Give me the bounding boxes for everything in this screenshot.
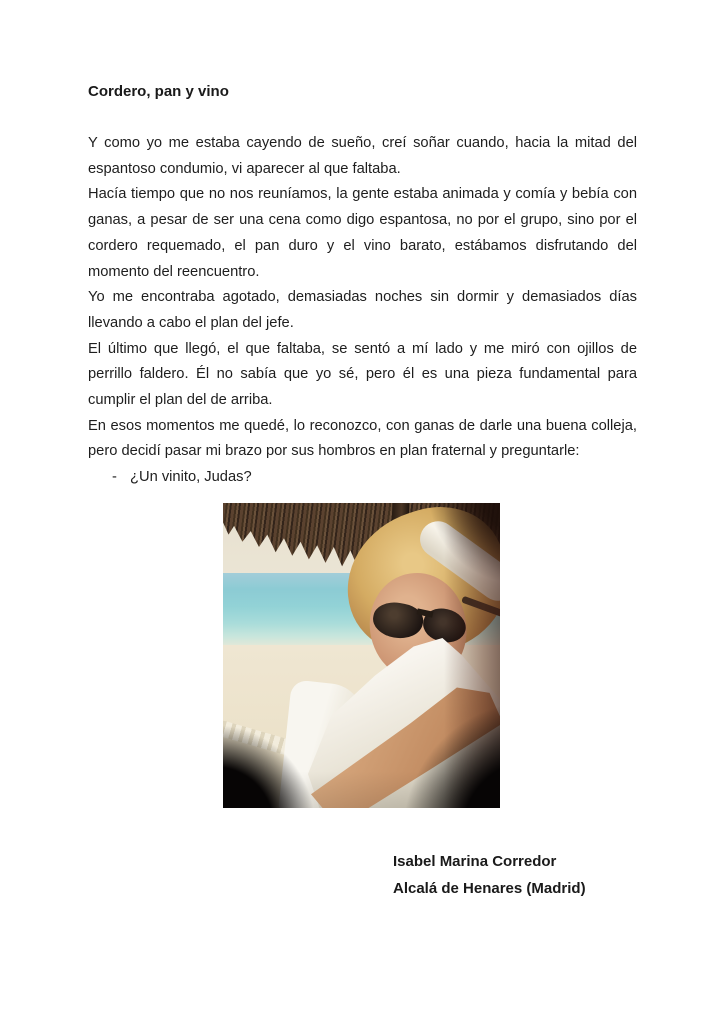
dialogue-line: [88, 465, 637, 491]
paragraph-5: En esos momentos me quedé, lo reconozco, con ganas de darle una buena colleja, pero decidí pasar mi brazo por sus hombros en plan fraternal y preguntarle:: [88, 417, 637, 460]
paragraph-2: Hacía tiempo que no nos reuníamos, la gente estaba animada y comía y bebía con ganas, a pesar de ser una cena como digo espantosa, no por el grupo, sino por el cordero requemado, el pan duro y el vino barato, estábamos disfrutando del momento del reencuentro.: [88, 186, 637, 280]
document-body: [88, 131, 637, 491]
beach-portrait-photo: [223, 503, 500, 808]
author-block: [393, 849, 586, 902]
dialogue-dash: -: [112, 469, 117, 486]
paragraph-4: El último que llegó, el que faltaba, se sentó a mí lado y me miró con ojillos de perrillo faldero. Él no sabía que yo sé, pero él es una pieza fundamental para cumplir el plan del de arriba.: [88, 340, 637, 409]
paragraph-3: Yo me encontraba agotado, demasiadas noches sin dormir y demasiados días llevando a cabo el plan del jefe.: [88, 289, 637, 331]
author-location: Alcalá de Henares (Madrid): [393, 879, 586, 897]
dialogue-text: ¿Un vinito, Judas?: [130, 469, 252, 486]
author-name: Isabel Marina Corredor: [393, 853, 557, 870]
paragraph-1: Y como yo me estaba cayendo de sueño, creí soñar cuando, hacia la mitad del espantoso condumio, vi aparecer al que faltaba.: [88, 135, 637, 177]
document-title: Cordero, pan y vino: [88, 83, 229, 100]
photo-vignette: [223, 503, 500, 808]
